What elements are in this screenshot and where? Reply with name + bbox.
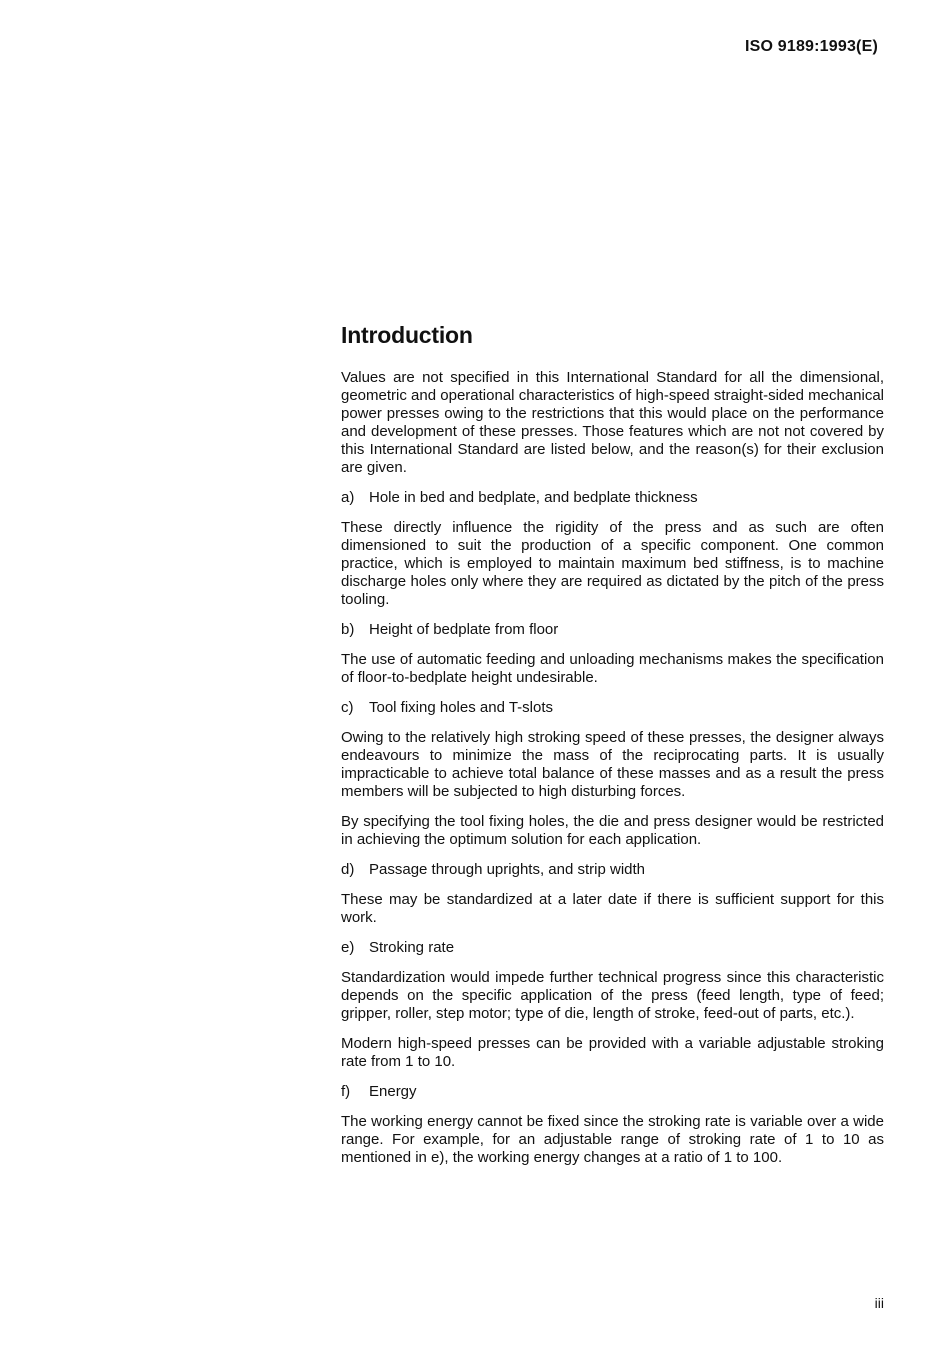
- list-item-heading: [341, 1083, 884, 1101]
- list-item-title: Height of bedplate from floor: [369, 621, 559, 638]
- list-item-letter: a): [341, 489, 355, 506]
- list-item-title: Hole in bed and bedplate, and bedplate thickness: [369, 489, 698, 506]
- list-item-title: Stroking rate: [369, 939, 455, 956]
- list-item-paragraph: Owing to the relatively high stroking speed of these presses, the designer always endeavours to minimize the mass of the reciprocating parts. It is usually impracticable to achieve total balance of these masses and as a result the press members will be subjected to high disturbing forces.: [341, 729, 884, 800]
- list-item-paragraph: The use of automatic feeding and unloading mechanisms makes the specification of floor-to-bedplate height undesirable.: [341, 651, 884, 686]
- list-item-letter: b): [341, 621, 355, 638]
- document-header: ISO 9189:1993(E): [744, 38, 878, 55]
- list-item-letter: c): [341, 699, 354, 716]
- list-item-paragraph: Modern high-speed presses can be provided with a variable adjustable stroking rate from 1 to 10.: [341, 1035, 884, 1070]
- list-item-letter: e): [341, 939, 355, 956]
- list-item-heading: [341, 939, 884, 957]
- list-item-paragraph: Standardization would impede further technical progress since this characteristic depends on the specific application of the press (feed length, type of feed; gripper, roller, step motor; type of die, length of stroke, feed-out of parts, etc.).: [341, 969, 884, 1022]
- section-title: Introduction: [341, 322, 473, 348]
- list-item-title: Tool fixing holes and T-slots: [369, 699, 553, 716]
- list-item-letter: d): [341, 861, 355, 878]
- intro-paragraph: Values are not specified in this International Standard for all the dimensional, geometric and operational characteristics of high-speed straight-sided mechanical power presses owing to the restrictions that this would place on the performance and development of these presses. Those features which are not not covered by this International Standard are listed below, and the reason(s) for their exclusion are given.: [341, 369, 884, 476]
- list-item-heading: [341, 489, 884, 507]
- list-item-paragraph: These directly influence the rigidity of the press and as such are often dimensioned to suit the production of a specific component. One common practice, which is employed to maintain maximum bed stiffness, is to machine discharge holes only where they are required as dictated by the pitch of the press tooling.: [341, 519, 884, 608]
- list-item-heading: [341, 621, 884, 639]
- list-item-title: Energy: [369, 1083, 417, 1100]
- list-item-letter: f): [341, 1083, 351, 1100]
- list-item-paragraph: The working energy cannot be fixed since the stroking rate is variable over a wide range. For example, for an adjustable range of stroking rate of 1 to 10 as mentioned in e), the working energy changes at a ratio of 1 to 100.: [341, 1113, 884, 1166]
- list-item-title: Passage through uprights, and strip width: [369, 861, 645, 878]
- introduction-section: [341, 322, 884, 1179]
- list-item-heading: [341, 861, 884, 879]
- page-number: iii: [874, 1295, 884, 1311]
- list-item-paragraph: By specifying the tool fixing holes, the die and press designer would be restricted in achieving the optimum solution for each application.: [341, 813, 884, 848]
- list-item-heading: [341, 699, 884, 717]
- list-item-paragraph: These may be standardized at a later date if there is sufficient support for this work.: [341, 891, 884, 926]
